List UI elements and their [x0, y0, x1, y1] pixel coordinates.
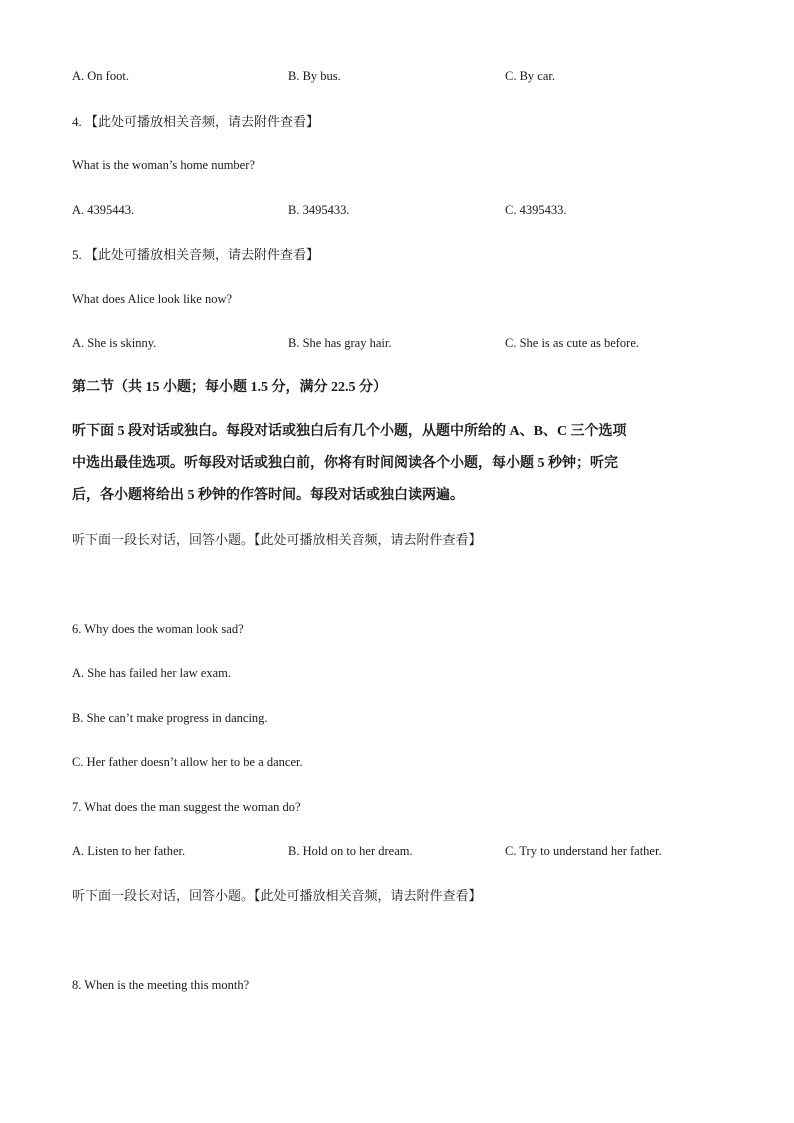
dialogue2-header: 听下面一段长对话，回答小题。【此处可播放相关音频，请去附件查看】 — [72, 888, 482, 903]
q8-question: 8. When is the meeting this month? — [72, 978, 250, 992]
q4-option-c: C. 4395433. — [505, 203, 567, 217]
q5-option-c: C. She is as cute as before. — [505, 336, 639, 350]
q4-option-a: A. 4395443. — [72, 203, 135, 217]
q4-question: What is the woman’s home number? — [72, 158, 255, 172]
q6-option-b: B. She can’t make progress in dancing. — [72, 711, 268, 725]
q5-option-b: B. She has gray hair. — [288, 336, 392, 350]
q5-question: What does Alice look like now? — [72, 292, 233, 306]
q3-option-a: A. On foot. — [72, 69, 129, 83]
q7-option-c: C. Try to understand her father. — [505, 844, 662, 858]
dialogue1-header: 听下面一段长对话，回答小题。【此处可播放相关音频，请去附件查看】 — [72, 532, 482, 547]
section2-instruction-line-3: 后，各小题将给出 5 秒钟的作答时间。每段对话或独白读两遍。 — [72, 488, 464, 503]
q5-option-a: A. She is skinny. — [72, 336, 157, 350]
q4-option-b: B. 3495433. — [288, 203, 350, 217]
q6-option-a: A. She has failed her law exam. — [72, 666, 231, 680]
q3-option-c: C. By car. — [505, 69, 555, 83]
q3-option-b: B. By bus. — [288, 69, 341, 83]
q5-header: 5. 【此处可播放相关音频，请去附件查看】 — [72, 247, 320, 262]
q7-option-a: A. Listen to her father. — [72, 844, 186, 858]
q6-option-c: C. Her father doesn’t allow her to be a dancer. — [72, 755, 303, 769]
q7-question: 7. What does the man suggest the woman do? — [72, 800, 301, 814]
section2-title: 第二节（共 15 小题；每小题 1.5 分，满分 22.5 分） — [72, 380, 387, 395]
q4-header: 4. 【此处可播放相关音频，请去附件查看】 — [72, 114, 320, 129]
section2-instruction-line-2: 中选出最佳选项。听每段对话或独白前，你将有时间阅读各个小题，每小题 5 秒钟；听完 — [72, 456, 618, 471]
section2-instruction-line-1: 听下面 5 段对话或独白。每段对话或独白后有几个小题，从题中所给的 A、B、C 三个选项 — [72, 424, 627, 439]
q7-option-b: B. Hold on to her dream. — [288, 844, 413, 858]
q6-question: 6. Why does the woman look sad? — [72, 622, 244, 636]
